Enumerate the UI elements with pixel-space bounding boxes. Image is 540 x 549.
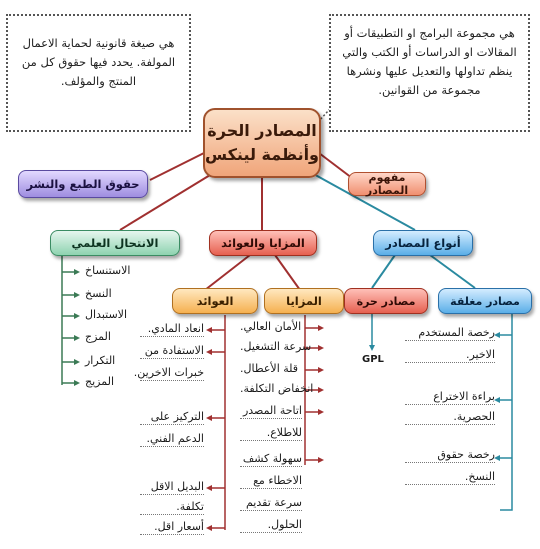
closed-item: الحصرية. <box>405 410 495 425</box>
features-item: انخفاض التكلفة. <box>240 382 314 395</box>
features-item: الاخطاء مع <box>240 474 302 489</box>
features-node <box>264 288 344 314</box>
copyright-label: حقوق الطبع والنشر <box>26 177 140 191</box>
closed-item: براءة الاختراع <box>405 390 495 405</box>
features-item: سرعة تقديم <box>240 496 302 511</box>
definition-box <box>329 14 530 132</box>
plagiarism-item: النسخ <box>85 287 112 300</box>
central-topic-line2: وأنظمة لينكس <box>204 145 319 164</box>
returns-item: البديل الاقل <box>140 480 204 495</box>
features-returns-node <box>209 230 317 256</box>
definition-text: هي مجموعة البرامج او التطبيقات أو المقالات او الدراسات أو الكتب والتي ينظم تداولها والتعديل عليها ونشرها مجموعة من القوانين. <box>342 26 517 97</box>
closed-item: رخصة المستخدم <box>405 326 495 341</box>
features-item: سرعة التشغيل. <box>240 340 312 353</box>
returns-item: تكلفة. <box>140 500 204 515</box>
returns-label: العوائد <box>196 294 234 308</box>
free-sources-node <box>344 288 428 314</box>
closed-item: الاخير. <box>405 348 495 363</box>
plagiarism-item: المزيج <box>85 375 114 388</box>
license-definition-box <box>6 14 191 132</box>
central-topic-node <box>203 108 321 178</box>
plagiarism-label: الانتحال العلمي <box>71 236 159 250</box>
closed-sources-label: مصادر مغلقة <box>450 294 520 308</box>
concept-node <box>348 172 426 196</box>
returns-item: التركيز على <box>140 410 204 425</box>
central-topic-line1: المصادر الحرة <box>207 121 317 140</box>
gpl-item: GPL <box>362 354 384 365</box>
returns-item: انعاد المادي. <box>140 322 204 337</box>
features-item: اتاحة المصدر <box>240 404 302 419</box>
concept-label: مفهوم المصادر <box>365 171 409 197</box>
features-item: الأمان العالي. <box>240 320 302 333</box>
source-types-node <box>373 230 473 256</box>
closed-sources-node <box>438 288 532 314</box>
closed-item: رخصة حقوق <box>405 448 495 463</box>
plagiarism-item: الاستنساخ <box>85 264 131 277</box>
closed-item: النسخ. <box>405 470 495 485</box>
features-returns-label: المزايا والعوائد <box>221 236 305 250</box>
returns-item: الاستفادة من <box>140 344 204 359</box>
plagiarism-item: المزج <box>85 330 111 343</box>
features-item: قلة الأعطال. <box>240 362 299 375</box>
plagiarism-node <box>50 230 180 256</box>
features-item: سهولة كشف <box>240 452 302 467</box>
returns-item: أسعار اقل. <box>140 520 204 535</box>
license-definition-text: هي صيغة قانونية لحماية الاعمال المولفة. يحدد فيها حقوق كل من المنتج والمؤلف. <box>21 36 176 88</box>
plagiarism-item: التكرار <box>85 354 116 367</box>
plagiarism-item: الاستبدال <box>85 308 128 321</box>
free-sources-label: مصادر حرة <box>356 294 416 308</box>
source-types-label: أنواع المصادر <box>385 236 461 250</box>
features-item: للاطلاع. <box>240 426 302 441</box>
returns-item: خبرات الاخرين. <box>133 366 204 379</box>
returns-item: الدعم الفني. <box>140 432 204 447</box>
features-item: الحلول. <box>240 518 302 533</box>
copyright-node <box>18 170 148 198</box>
returns-node <box>172 288 258 314</box>
features-label: المزايا <box>286 294 322 308</box>
